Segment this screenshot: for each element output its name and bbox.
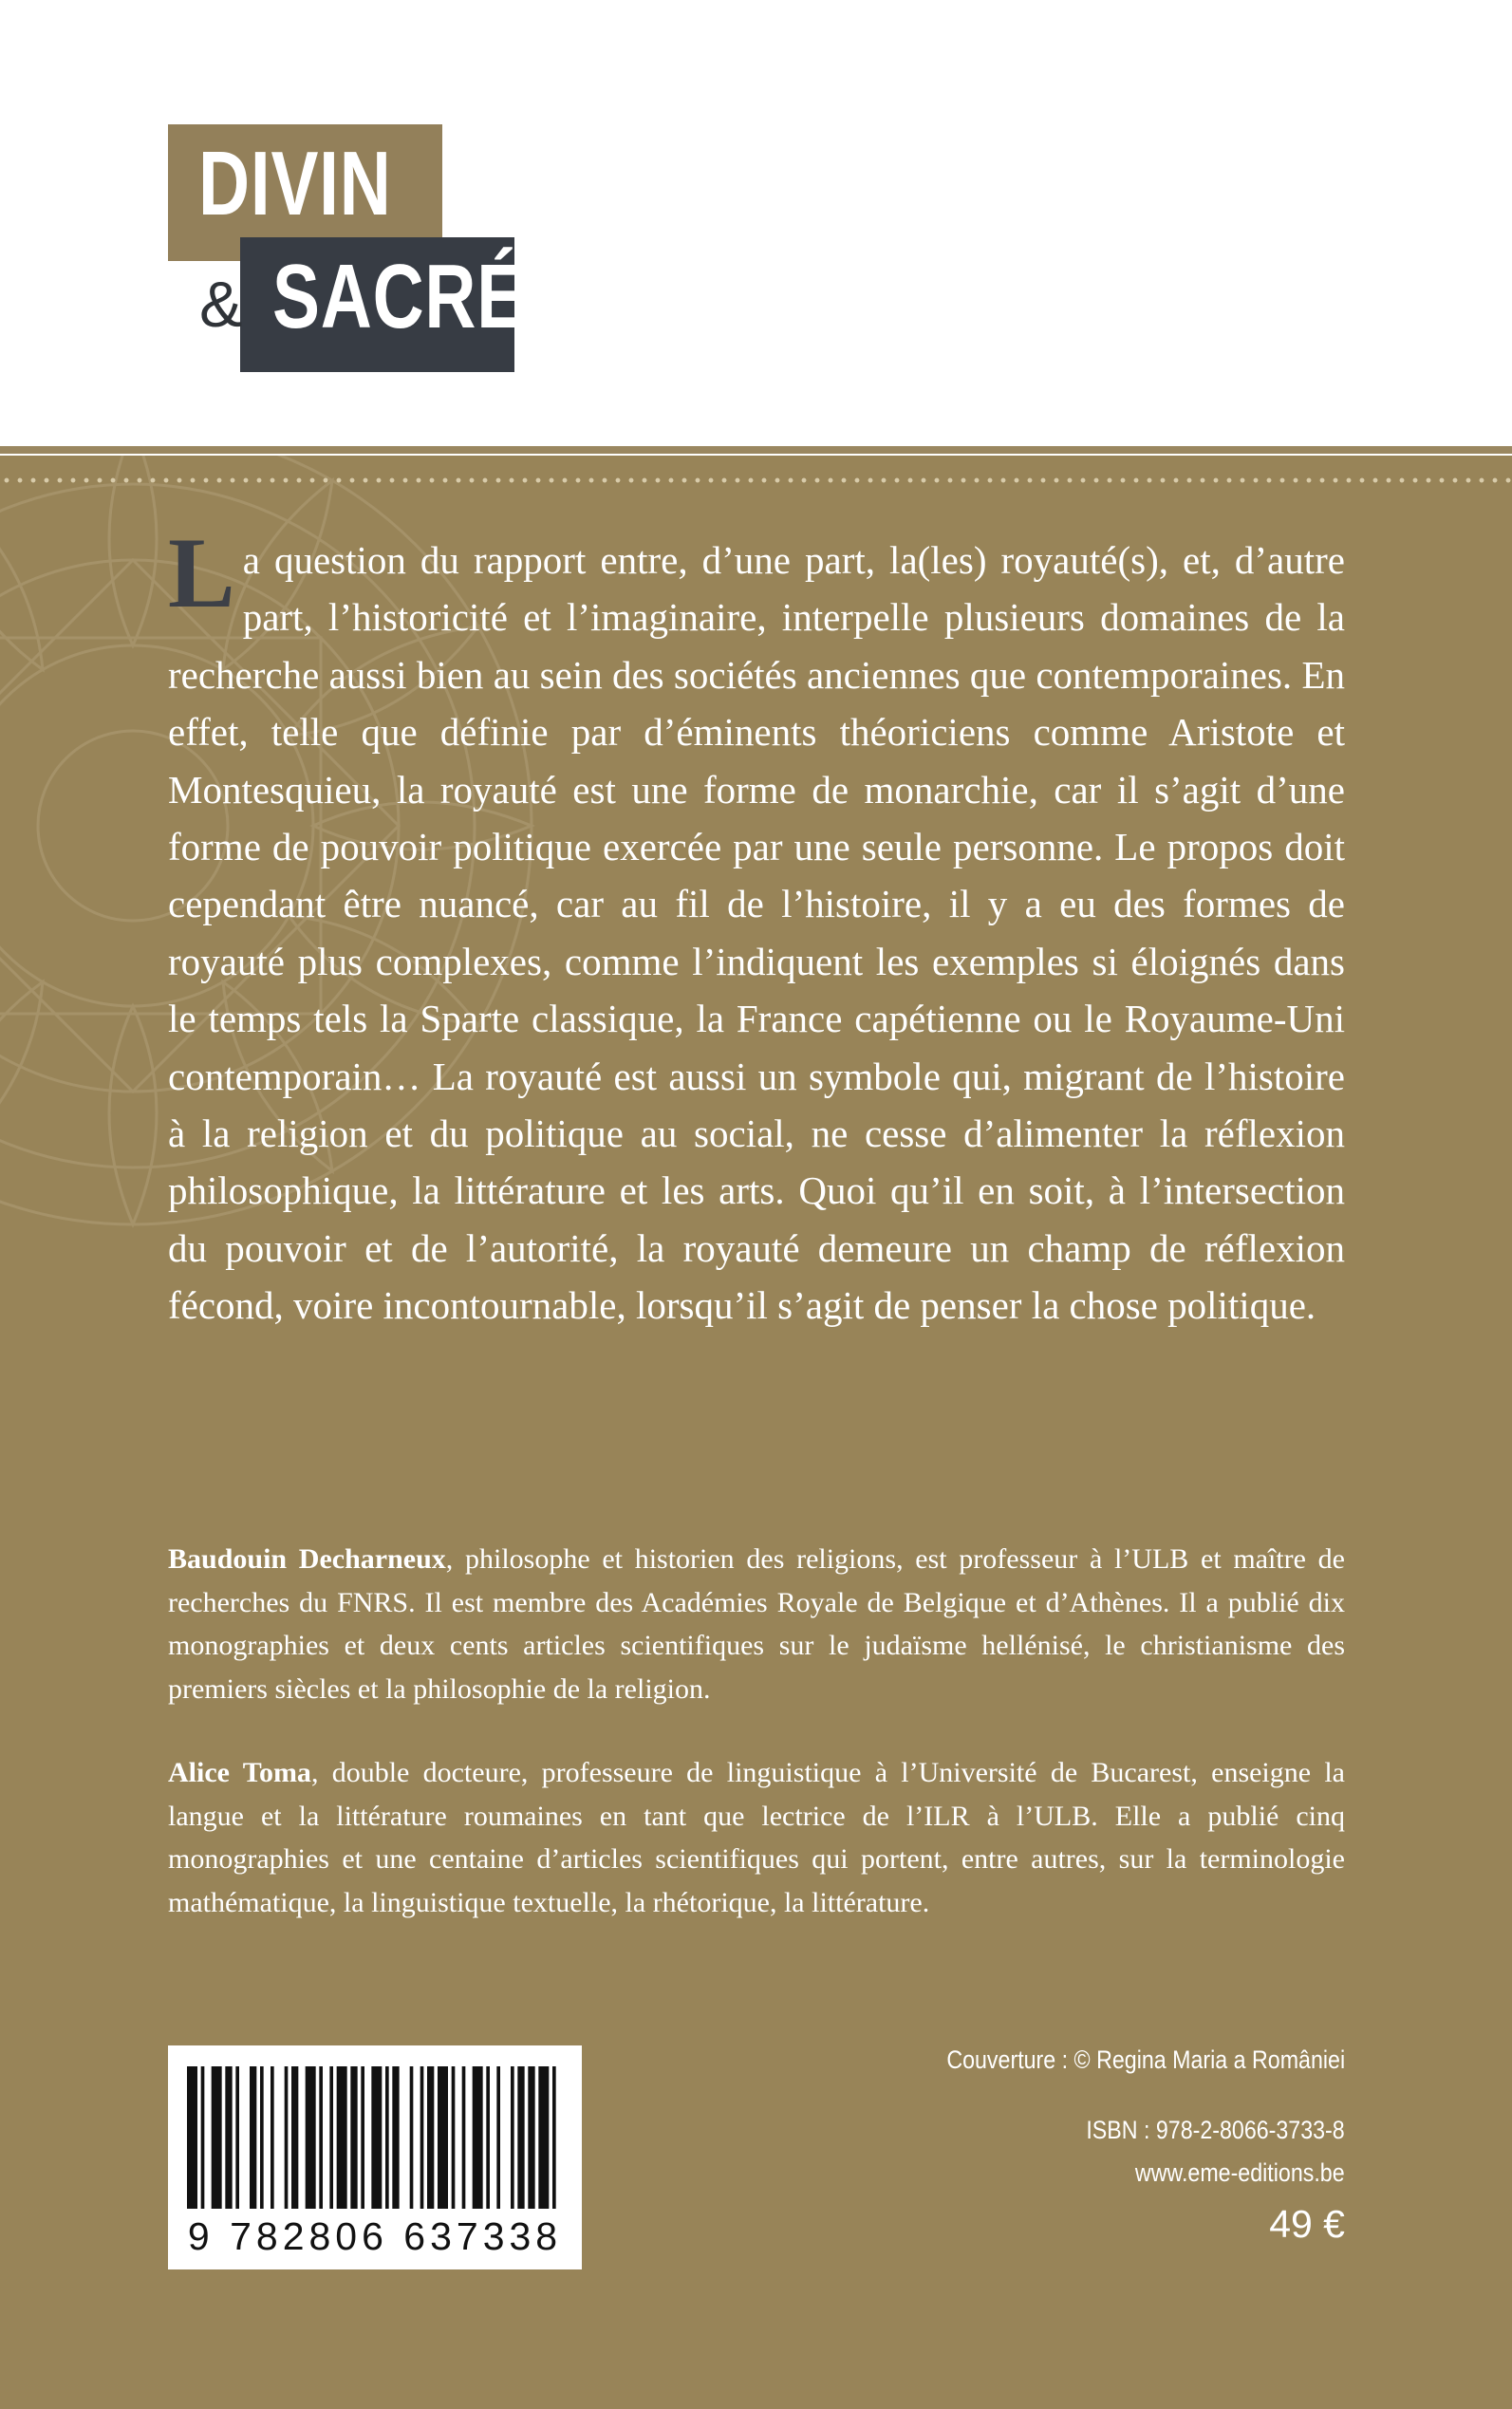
barcode-bar	[517, 2066, 524, 2209]
publisher-website: www.eme-editions.be	[1135, 2158, 1345, 2187]
barcode-bar	[462, 2066, 466, 2209]
barcode-bar	[337, 2066, 347, 2209]
logo-ampersand: &	[199, 269, 243, 341]
logo-word-divin: DIVIN	[198, 133, 392, 234]
barcode-bar	[235, 2066, 239, 2209]
barcode-bar	[385, 2066, 389, 2209]
author-name-2: Alice Toma	[168, 1757, 311, 1788]
barcode-bar	[392, 2066, 399, 2209]
price: 49 €	[1269, 2202, 1345, 2246]
barcode-bar	[528, 2066, 534, 2209]
barcode-bar	[361, 2066, 364, 2209]
barcode-bar	[319, 2066, 323, 2209]
barcode-bar	[212, 2066, 222, 2209]
barcode-bar	[438, 2066, 448, 2209]
author-name-1: Baudouin Decharneux	[168, 1543, 446, 1575]
barcode-digits: 9 782806 637338	[187, 2214, 563, 2258]
dropcap-letter: L	[168, 517, 235, 628]
abstract-text: a question du rapport entre, d’une part, la(les) royauté(s), et, d’autre part, l’historicité et l’imaginaire, interpelle plusieurs domaines de la recherche aussi bien au sein des sociétés anciennes que contemporaines. En effet, telle que définie par d’éminents théoriciens comme Aristote et Montesquieu, la royauté est une forme de monarchie, car il s’agit d’une forme de pouvoir politique exercée par une seule personne. Le propos doit cependant être nuancé, car au fil de l’histoire, il y a eu des formes de royauté plus complexes, comme l’indiquent les exemples si éloignés dans le temps tels la Sparte classique, la France capétienne ou le Royaume-Uni contemporain… La royauté est aussi un symbole qui, migrant de l’histoire à la religion et du politique au social, ne cesse d’alimenter la réflexion philosophique, la littérature et les arts. Quoi qu’il en soit, à l’intersection du pouvoir et de l’autorité, la royauté demeure un champ de réflexion fécond, voire incontournable, lorsqu’il s’agit de penser la chose politique.	[168, 538, 1345, 1328]
barcode-bar	[552, 2066, 556, 2209]
barcode-bar	[350, 2066, 357, 2209]
barcode-bar	[225, 2066, 232, 2209]
barcode-bar	[538, 2066, 549, 2209]
barcode-bar	[250, 2066, 256, 2209]
barcode-bar	[201, 2066, 205, 2209]
author-bio-text-1: , philosophe et historien des religions, est professeur à l’ULB et maître de recherches du FNRS. Il est membre des Académies Royale de Belgique et d’Athènes. Il a publié dix monographies et deux cents articles scientifiques sur le judaïsme hellénisé, le christianisme des premiers siècles et la philosophie de la religion.	[168, 1543, 1345, 1705]
divider-line	[0, 446, 1512, 454]
barcode-bar	[271, 2066, 274, 2209]
barcode-bar	[329, 2066, 333, 2209]
barcode-bar	[496, 2066, 500, 2209]
cover-credit: Couverture : © Regina Maria a României	[946, 2045, 1345, 2074]
barcode-bar	[473, 2066, 483, 2209]
isbn-barcode	[168, 2045, 582, 2269]
author-bio-2	[168, 1751, 1345, 1924]
top-band	[0, 0, 1512, 444]
barcode-bar	[187, 2066, 197, 2209]
barcode-bar	[371, 2066, 382, 2209]
barcode-bar	[452, 2066, 456, 2209]
isbn-text: ISBN : 978-2-8066-3733-8	[1086, 2116, 1345, 2144]
barcode-bar	[511, 2066, 514, 2209]
logo-word-sacre: SACRÉ	[272, 246, 526, 347]
author-bio-text-2: , double docteure, professeure de linguistique à l’Université de Bucarest, enseigne la langue et la littérature roumaines en tant que lectrice de l’ILR à l’ULB. Elle a publié cinq monographies et une centaine d’articles scientifiques qui portent, entre autres, sur la terminologie mathématique, la linguistique textuelle, la rhétorique, la littérature.	[168, 1757, 1345, 1918]
abstract-paragraph	[168, 517, 1345, 1335]
barcode-bar	[291, 2066, 298, 2209]
barcode-bar	[285, 2066, 289, 2209]
back-cover-panel	[0, 456, 1512, 2409]
barcode-bar	[486, 2066, 490, 2209]
barcode-bar	[260, 2066, 264, 2209]
barcode-bar	[427, 2066, 434, 2209]
barcode-bars	[187, 2066, 563, 2209]
author-bio-1	[168, 1538, 1345, 1710]
barcode-bar	[420, 2066, 424, 2209]
barcode-bar	[306, 2066, 316, 2209]
barcode-bar	[410, 2066, 414, 2209]
series-logo-sacre	[240, 237, 526, 372]
